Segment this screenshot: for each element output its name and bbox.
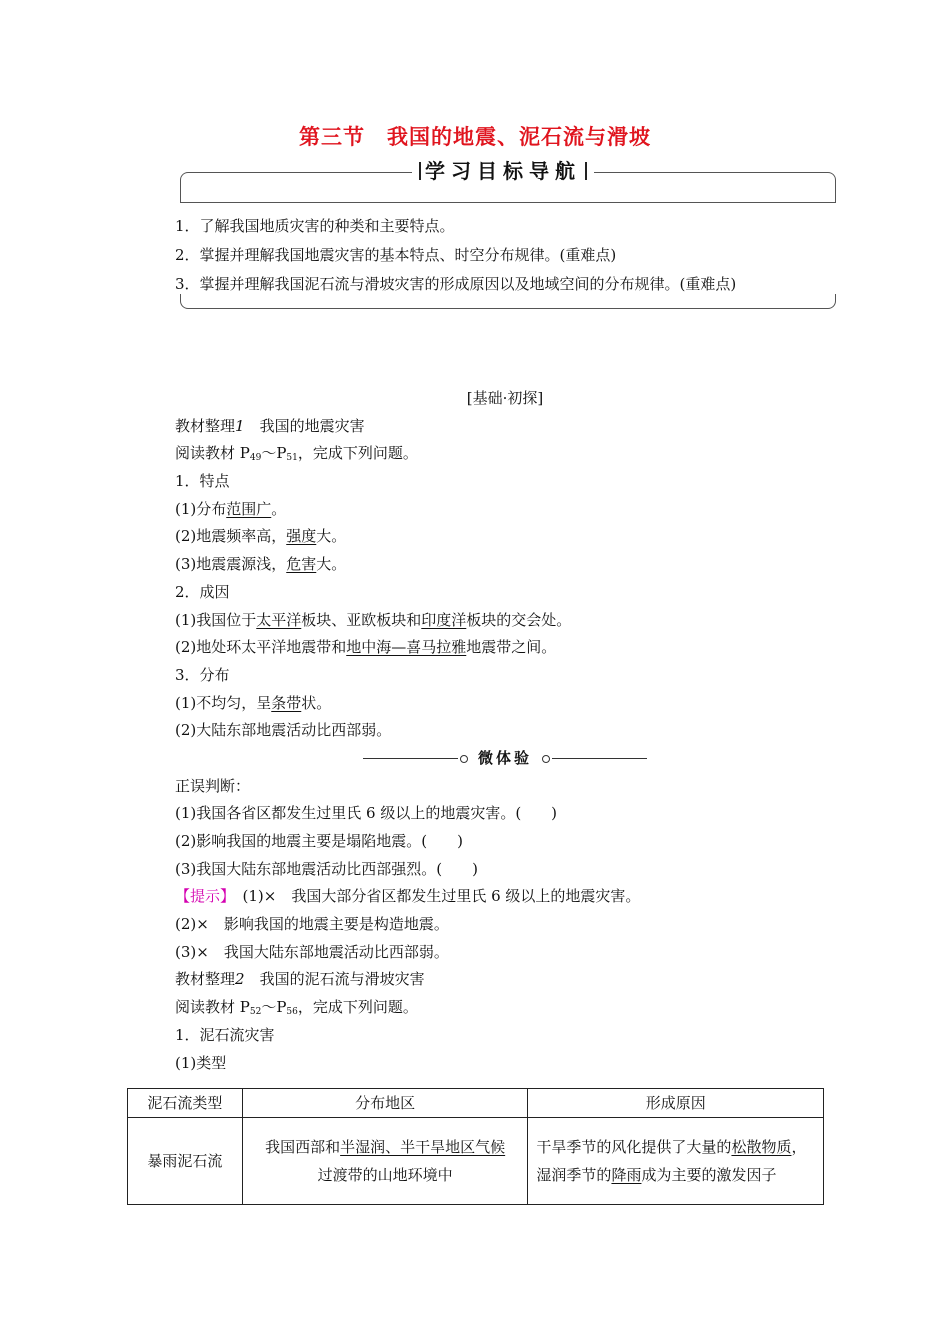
judge-heading: 正误判断： xyxy=(175,776,251,795)
table-header: 形成原因 xyxy=(528,1089,824,1118)
judge-question: (3)我国大陆东部地震活动比西部强烈。( ) xyxy=(175,859,478,878)
table-header: 分布地区 xyxy=(242,1089,528,1118)
feature-item: (1)分布范围广。 xyxy=(175,499,287,518)
learning-goals-header: 学习目标导航 xyxy=(412,158,594,184)
hint-answer: 【提示】 (1)× 我国大部分省区都发生过里氏 6 级以上的地震灾害。 xyxy=(175,887,641,906)
hint-answer: (3)× 我国大陆东部地震活动比西部弱。 xyxy=(175,942,449,961)
read-instruction-2: 阅读教材 $P_{52}\sim P_{56}$，完成下列问题。 xyxy=(175,998,418,1018)
learning-goals-list xyxy=(175,212,835,299)
distribution-item: (2)大陆东部地震活动比西部弱。 xyxy=(175,721,392,740)
feature-item: (3)地震震源浅，危害大。 xyxy=(175,555,347,574)
material-heading-2: 教材整理2 我国的泥石流与滑坡灾害 xyxy=(175,970,425,989)
debris-flow-table xyxy=(127,1088,824,1205)
heading-features: 1．特点 xyxy=(175,472,230,491)
table-row xyxy=(128,1118,824,1205)
read-instruction-1: 阅读教材 $P_{49}\sim P_{51}$，完成下列问题。 xyxy=(175,444,418,464)
material-heading-1: 教材整理1 我国的地震灾害 xyxy=(175,416,365,435)
table-cell-cause: 干旱季节的风化提供了大量的松散物质，湿润季节的降雨成为主要的激发因子 xyxy=(528,1118,824,1205)
heading-types: (1)类型 xyxy=(175,1053,227,1072)
page-title xyxy=(0,121,950,151)
heading-debris-flow: 1．泥石流灾害 xyxy=(175,1025,275,1044)
cause-item: (2)地处环太平洋地震带和地中海—喜马拉雅地震带之间。 xyxy=(175,638,557,657)
table-cell-type: 暴雨泥石流 xyxy=(128,1118,243,1205)
hint-label: 【提示】 xyxy=(175,887,228,906)
mini-experience-divider: 微体验 xyxy=(175,745,835,773)
goal-item: 3．掌握并理解我国泥石流与滑坡灾害的形成原因以及地域空间的分布规律。(重难点) xyxy=(175,275,737,293)
section-tag: [基础·初探] xyxy=(466,389,544,407)
heading-distribution: 3．分布 xyxy=(175,665,230,684)
section-title: 我国的地震、泥石流与滑坡 xyxy=(387,124,651,149)
main-content xyxy=(175,385,835,1077)
table-header: 泥石流类型 xyxy=(128,1089,243,1118)
feature-item: (2)地震频率高，强度大。 xyxy=(175,527,347,546)
cause-item: (1)我国位于太平洋板块、亚欧板块和印度洋板块的交会处。 xyxy=(175,610,572,629)
section-number: 第三节 xyxy=(299,124,365,149)
goal-item: 2．掌握并理解我国地震灾害的基本特点、时空分布规律。(重难点) xyxy=(175,246,617,264)
goal-item: 1．了解我国地质灾害的种类和主要特点。 xyxy=(175,217,455,235)
table-header-row xyxy=(128,1089,824,1118)
distribution-item: (1)不均匀，呈条带状。 xyxy=(175,693,332,712)
hint-answer: (2)× 影响我国的地震主要是构造地震。 xyxy=(175,915,449,934)
judge-question: (1)我国各省区都发生过里氏 6 级以上的地震灾害。( ) xyxy=(175,804,558,823)
heading-causes: 2．成因 xyxy=(175,582,230,601)
judge-question: (2)影响我国的地震主要是塌陷地震。( ) xyxy=(175,832,463,850)
table-cell-area: 我国西部和半湿润、半干旱地区气候 过渡带的山地环境中 xyxy=(242,1118,528,1205)
